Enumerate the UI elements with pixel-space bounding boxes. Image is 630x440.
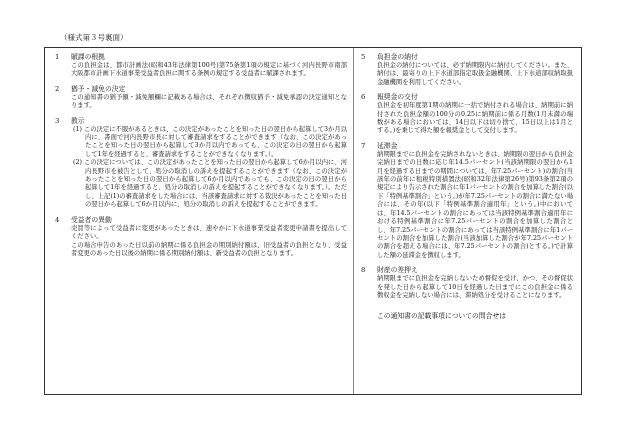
section-heading: 延滞金 — [377, 141, 398, 150]
column-divider — [353, 48, 354, 394]
section-number: 7 — [361, 141, 366, 150]
section-title — [361, 53, 573, 62]
section-body: この場合申告のあった日以前の納期に係る負担金の期別納付額は、旧受益者の負担となり、受益者変更のあった日以後の納期に係る期別納付額は、新受益者の負担となります。 — [71, 241, 347, 257]
section-number: 1 — [55, 53, 60, 61]
section-heading: 財産の差押え — [377, 266, 418, 275]
section-title — [361, 142, 573, 151]
section-reward — [361, 93, 573, 136]
section-heading: 教示 — [71, 116, 85, 125]
section-heading: 負担金の納付 — [377, 53, 418, 61]
section-heading: 報奨金の交付 — [377, 93, 418, 102]
section-title — [55, 85, 347, 94]
section-title — [55, 216, 347, 225]
section-deferral — [55, 85, 347, 111]
section-number: 8 — [361, 266, 366, 275]
section-body: 納期限までに負担金を完納されないときは、納期限の翌日から負担金完納日までの日数に応じ年14.5パーセント(当該納期限の翌日から1月を経過する日までの期間については、年7.25パーセント)の割合(当該年の前年に租税特別措置法(昭和32年法律第26号)第93条第2項の規定により告示された割合に年1パーセントの割合を加算した割合(以下「特例基準割合」という。)が年7.25パーセントの割合に満たない場合には、その年(以下「特例基準割合適用年」という。)中においては、年14.5パーセントの割合にあっては当該特例基準割合適用年における特例基準割合に年7.25パーセントの割合を加算した割合とし、年7.25パーセントの割合にあっては当該特例基準割合に年1パーセントの割合を加算した割合(当該加算した割合が年7.25パーセントの割合を超える場合には、年7.25パーセントの割合)とする。)で計算した額の延滞金を徴収します。 — [377, 150, 573, 259]
inquiry-note: この通知書の記載事項についての問合せは — [377, 312, 507, 321]
section-body: 負担金の納付については、必ず納期限内に納付してください。また、納付は、最寄りの上下水道部指定取扱金融機関、上下水道部収納取扱金融機関を利用してください。 — [377, 62, 573, 86]
section-body: 売買等によって受益者に変更があったときは、速やかに下水道事業受益者変更申請書を提出してください。 — [71, 224, 347, 241]
section-title — [361, 93, 573, 102]
appeal-item-2: (2) この決定については、この決定があったことを知った日の翌日から起算して6か月以内に、河内長野市を被告として、処分の取消しの訴えを提起することができます（なお、この決定があったことを知った日の翌日から起算して6か月以内であっても、この決定の日の翌日から起算して1年を経過すると、処分の取消しの訴えを提起することができなくなります。）。ただし、上記(1)の審査請求をした場合には、当該審査請求に対する裁決があったことを知った日の翌日から起算して6か月以内に、処分の取消しの訴えを提起することができます。 — [73, 159, 347, 209]
section-number: 6 — [361, 93, 366, 102]
left-column — [55, 53, 347, 264]
section-heading: 受益者の異動 — [71, 215, 112, 224]
section-number: 3 — [55, 116, 60, 125]
section-title — [361, 266, 573, 275]
section-body: 負担金を初年度第1期の納期に一括で納付される場合は、納期前に納付された負担金額の100分の0.25に納期前に係る月数(1月未満の端数がある場合においては、14日以下は切り捨て、15日以上は1月とする。)を乗じて得た額を報奨金として交付します。 — [377, 102, 573, 135]
section-number: 2 — [55, 84, 60, 93]
appeal-item-1: (1) この決定に不服があるときは、この決定があったことを知った日の翌日から起算して3か月以内に、書面で河内長野市長に対して審査請求をすることができます（なお、この決定があったことを知った日の翌日から起算して3か月以内であっても、この決定の日の翌日から起算して1年を経過すると、審査請求をすることができなくなります。）。 — [73, 125, 347, 158]
section-heading: 賦課の根拠 — [71, 53, 105, 61]
section-transfer — [55, 216, 347, 259]
section-instruction — [55, 117, 347, 210]
section-number: 5 — [361, 53, 366, 61]
form-id: （様式第３号裏面） — [60, 33, 128, 42]
section-seizure — [361, 266, 573, 300]
section-heading: 猶予・減免の決定 — [71, 84, 126, 93]
section-body: この負担金は、都市計画法(昭和43年法律第100号)第75条第1項の規定に基づく河内長野市南部大阪都市計画下水道事業受益者負担に関する条例の規定する受益者に賦課されます。 — [71, 62, 347, 78]
section-body: 納期限までに負担金を完納しないため督促を受け、かつ、その督促状を発した日から起算して10日を経過した日までにこの負担金に係る徴収金を完納しない場合には、滞納処分を受けることになります。 — [377, 275, 573, 299]
section-payment — [361, 53, 573, 87]
notice-frame — [44, 47, 582, 395]
section-number: 4 — [55, 215, 60, 224]
section-basis — [55, 53, 347, 79]
section-body: この通知書の猶予額・減免額欄に記載ある場合は、それぞれ徴収猶予・減免承認の決定通知となります。 — [71, 93, 347, 110]
section-title — [55, 53, 347, 62]
right-column — [361, 53, 573, 321]
section-late-fee — [361, 142, 573, 260]
section-title — [55, 117, 347, 126]
